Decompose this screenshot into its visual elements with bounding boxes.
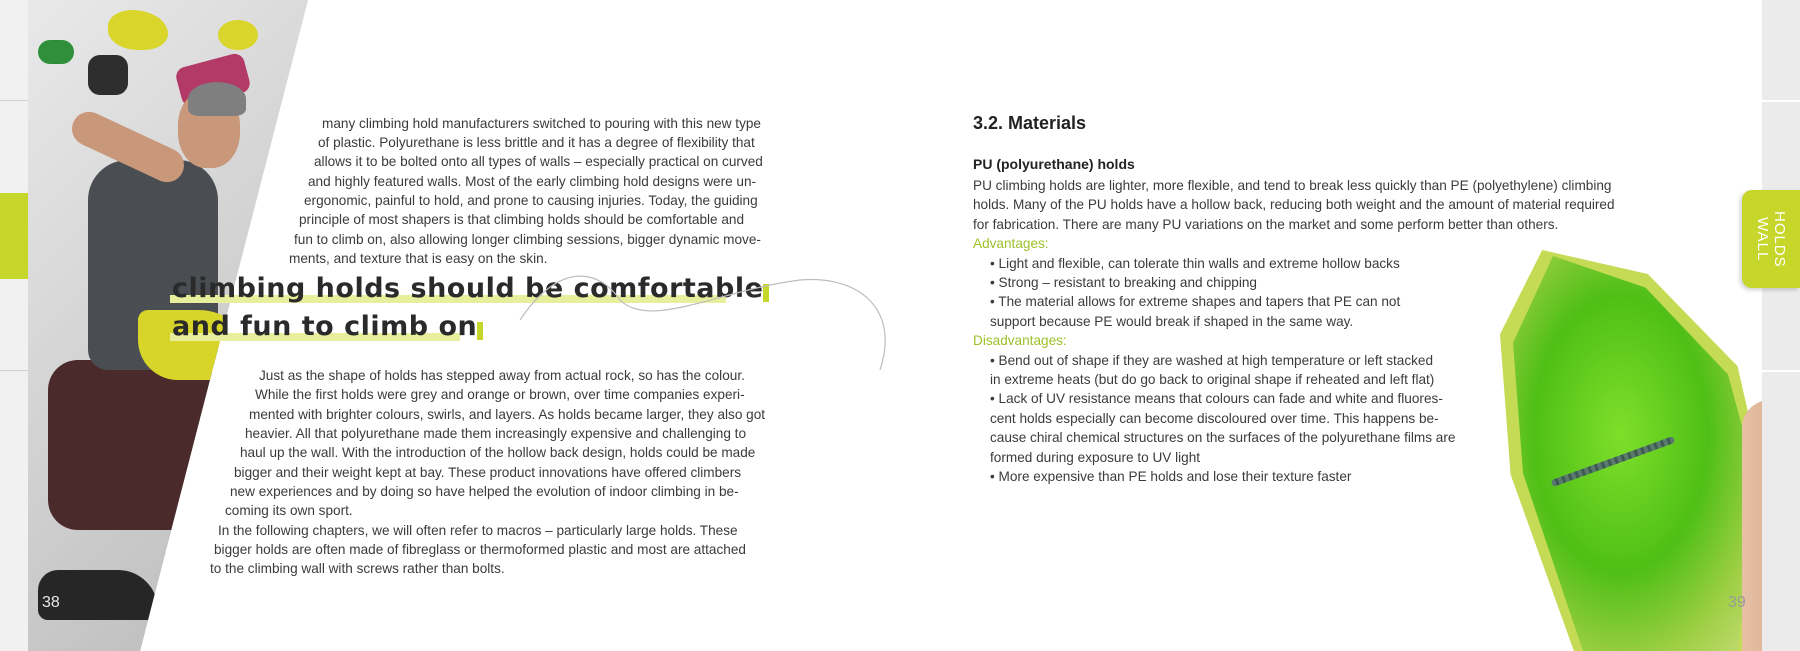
text-line: fun to climb on, also allowing longer climbing sessions, bigger dynamic move- bbox=[294, 232, 761, 247]
disadvantage-item: • Bend out of shape if they are washed at high temperature or left stacked bbox=[990, 352, 1434, 368]
advantage-item: support because PE would break if shaped in the same way. bbox=[990, 313, 1354, 329]
text-line: mented with brighter colours, swirls, and layers. As holds became larger, they also got bbox=[249, 407, 766, 422]
text-line: Just as the shape of holds has stepped away from actual rock, so has the colour. bbox=[259, 368, 745, 383]
text-line: In the following chapters, we will often refer to macros – particularly large holds. These bbox=[218, 523, 738, 538]
disadvantages-label: Disadvantages: bbox=[973, 333, 1067, 349]
advantage-item: • The material allows for extreme shapes and tapers that PE can not bbox=[990, 294, 1401, 310]
disadvantage-item: in extreme heats (but do go back to original shape if reheated and left flat) bbox=[990, 372, 1435, 388]
pull-quote-line: and fun to climb on bbox=[168, 310, 481, 344]
text-line: ments, and texture that is easy on the skin. bbox=[289, 251, 548, 266]
text-line: to the climbing wall with screws rather than bolts. bbox=[210, 561, 505, 576]
disadvantage-item: • Lack of UV resistance means that colours can fade and white and fluores- bbox=[990, 391, 1443, 407]
text-line: principle of most shapers is that climbing holds should be comfortable and bbox=[299, 212, 745, 227]
page-number-right: 39 bbox=[1728, 594, 1746, 611]
margin-divider bbox=[1762, 100, 1800, 102]
section-tab-label: HOLDS WALL bbox=[1754, 210, 1788, 268]
text-line: new experiences and by doing so have helped the evolution of indoor climbing in be- bbox=[230, 484, 739, 499]
decorative-curve bbox=[480, 250, 900, 370]
text-line: bigger holds are often made of fibreglass or thermoformed plastic and most are attached bbox=[214, 542, 746, 557]
intro-line: for fabrication. There are many PU variations on the market and some perform better than others. bbox=[973, 216, 1559, 232]
intro-line: holds. Many of the PU holds have a hollow back, reducing both weight and the amount of material required bbox=[973, 197, 1615, 213]
page-number-left: 38 bbox=[42, 594, 60, 611]
advantage-item: • Strong – resistant to breaking and chipping bbox=[990, 275, 1257, 291]
text-line: While the first holds were grey and orange or brown, over time companies experi- bbox=[255, 387, 745, 402]
text-line: heavier. All that polyurethane made them increasingly expensive and challenging to bbox=[245, 426, 747, 441]
section-title: 3.2. Materials bbox=[973, 113, 1087, 133]
left-section-tab bbox=[0, 193, 28, 279]
text-line: bigger and their weight kept at bay. These product innovations have offered climbers bbox=[234, 465, 742, 480]
right-margin-strip bbox=[1762, 0, 1800, 651]
pu-hold-photo bbox=[1500, 250, 1800, 651]
margin-divider bbox=[0, 370, 28, 371]
text-line: and highly featured walls. Most of the early climbing hold designs were un- bbox=[308, 174, 757, 189]
disadvantage-item: cent holds especially can become discoloured over time. This happens be- bbox=[990, 410, 1439, 426]
text-line: ergonomic, painful to hold, and prone to causing injuries. Today, the guiding bbox=[304, 193, 758, 208]
disadvantage-item: formed during exposure to UV light bbox=[990, 449, 1201, 465]
disadvantage-item: • More expensive than PE holds and lose their texture faster bbox=[990, 469, 1352, 485]
text-line: allows it to be bolted onto all types of walls – especially practical on curved bbox=[314, 154, 763, 169]
margin-divider bbox=[1762, 370, 1800, 372]
advantage-item: • Light and flexible, can tolerate thin walls and extreme hollow backs bbox=[990, 255, 1400, 271]
text-line: haul up the wall. With the introduction of the hollow back design, holds could be made bbox=[240, 445, 756, 460]
section-tab-holds-wall[interactable] bbox=[1742, 190, 1800, 288]
intro-line: PU climbing holds are lighter, more flexible, and tend to break less quickly than PE (polyethylene) climbing bbox=[973, 178, 1612, 193]
subheading: PU (polyurethane) holds bbox=[973, 156, 1135, 172]
disadvantage-item: cause chiral chemical structures on the surfaces of the polyurethane films are bbox=[990, 430, 1456, 446]
margin-divider bbox=[0, 100, 28, 101]
left-margin-strip bbox=[0, 0, 28, 651]
text-line: of plastic. Polyurethane is less brittle and it has a degree of flexibility that bbox=[318, 135, 755, 150]
pull-quote-line: climbing holds should be comfortable bbox=[168, 272, 767, 306]
advantages-label: Advantages: bbox=[973, 236, 1049, 252]
text-line: many climbing hold manufacturers switched to pouring with this new type bbox=[322, 116, 761, 131]
text-line: coming its own sport. bbox=[225, 503, 353, 518]
